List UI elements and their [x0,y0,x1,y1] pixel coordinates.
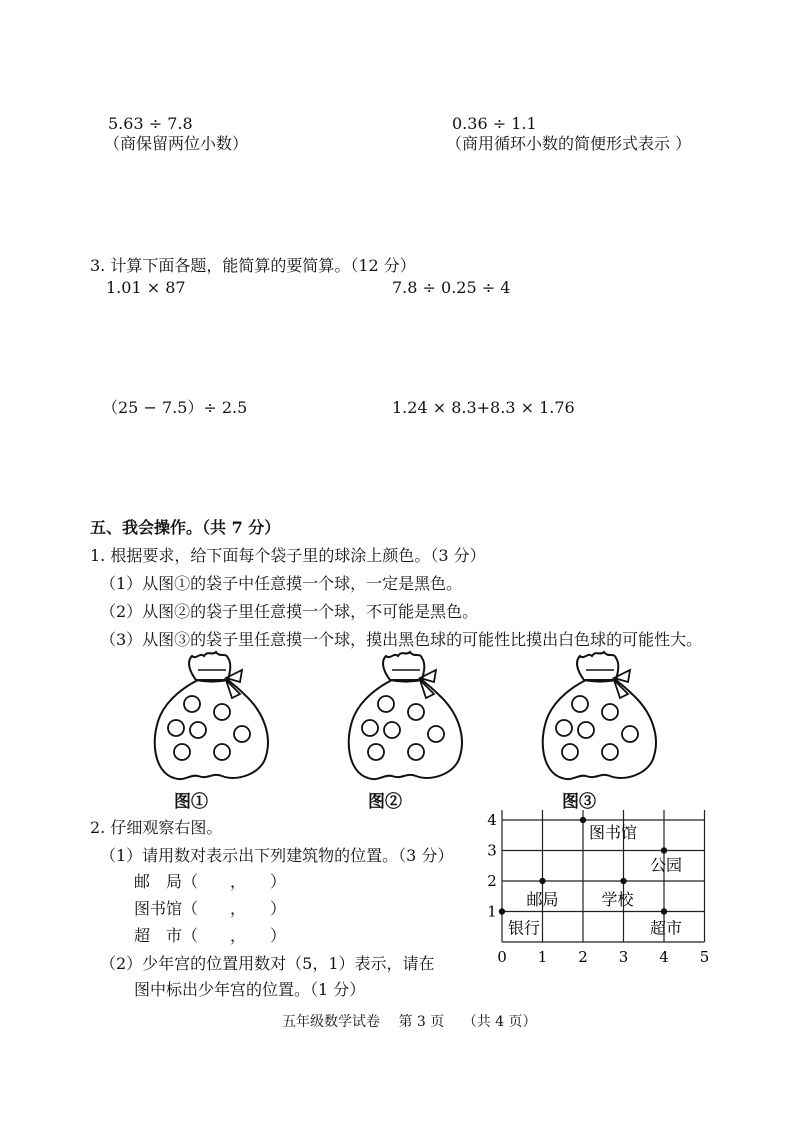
y-tick-label: 4 [487,811,497,829]
bag-caption-3: 图③ [562,792,596,812]
place-point [580,817,586,823]
x-tick-label: 3 [618,948,629,966]
place-point [499,908,505,914]
place-label: 公园 [650,855,683,875]
x-tick-label: 2 [578,948,588,966]
y-tick-label: 3 [487,841,497,860]
place-point [620,878,626,884]
x-tick-label: 1 [537,948,548,966]
place-point [661,908,667,914]
division-problem-2: 0.36 ÷ 1.1 [452,114,537,133]
place-label: 学校 [601,890,634,909]
bag-figure-2 [340,650,470,790]
q3-problem-1: 1.01 × 87 [106,278,186,297]
q3-problem-2: 7.8 ÷ 0.25 ÷ 4 [392,278,511,297]
bag-caption-2: 图② [368,792,402,812]
x-tick-label: 4 [659,948,669,966]
building-post-office: 邮 局（ ， ） [134,872,287,891]
x-tick-label: 0 [497,948,507,966]
building-library: 图书馆（ ， ） [134,899,287,918]
s5-q2-heading: 2. 仔细观察右图。 [90,818,223,837]
s5-q1-item-1: （1）从图①的袋子中任意摸一个球，一定是黑色。 [100,574,463,593]
y-tick-label: 1 [487,902,497,921]
place-point [661,847,667,853]
division-problem-1: 5.63 ÷ 7.8 [108,114,193,133]
building-supermarket: 超 市（ ， ） [134,926,287,945]
q3-problem-4: 1.24 × 8.3+8.3 × 1.76 [392,398,575,417]
page-footer: 五年级数学试卷 第 3 页 （共 4 页） [282,1014,537,1030]
place-label: 银行 [508,918,541,938]
place-label: 图书馆 [589,823,638,842]
division-note-1: （商保留两位小数） [104,134,249,153]
division-note-2: （商用循环小数的简便形式表示 ） [446,134,692,153]
s5-q1-heading: 1. 根据要求，给下面每个袋子里的球涂上颜色。（3 分） [90,546,486,565]
place-label: 超市 [650,918,683,938]
s5-q1-item-3: （3）从图③的袋子里任意摸一个球，摸出黑色球的可能性比摸出白色球的可能性大。 [100,630,703,649]
s5-q2-part1: （1）请用数对表示出下列建筑物的位置。（3 分） [100,846,454,865]
bag-caption-1: 图① [174,792,208,812]
bag-figure-3 [534,650,664,790]
place-label: 邮局 [526,890,559,909]
coordinate-grid [484,810,714,1010]
place-point [539,878,545,884]
s5-q1-item-2: （2）从图②的袋子里任意摸一个球，不可能是黑色。 [100,602,479,621]
q3-heading: 3. 计算下面各题，能简算的要简算。（12 分） [90,256,416,275]
bag-figure-1 [146,650,276,790]
section5-heading: 五、我会操作。（共 7 分） [90,518,281,537]
s5-q2-part2-line2: 图中标出少年宫的位置。（1 分） [134,980,366,999]
s5-q2-part2-line1: （2）少年宫的位置用数对（5，1）表示，请在 [100,954,435,973]
y-tick-label: 2 [487,872,497,890]
q3-problem-3: （25 − 7.5）÷ 2.5 [102,398,248,417]
x-tick-label: 5 [699,948,710,966]
